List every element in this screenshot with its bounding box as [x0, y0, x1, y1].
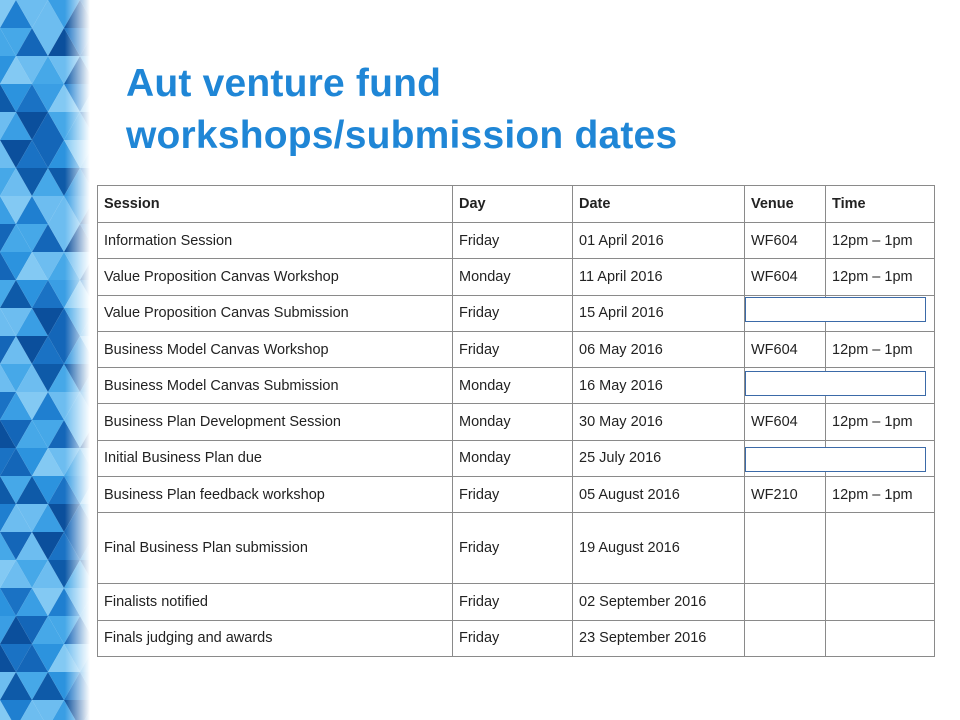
cell-date: 05 August 2016: [573, 477, 745, 513]
cell-time: 12pm – 1pm: [826, 223, 935, 259]
cell-session: Finals judging and awards: [98, 620, 453, 656]
cell-day: Friday: [453, 331, 573, 367]
table-row: [98, 223, 935, 259]
cell-time: [826, 584, 935, 620]
cell-venue: [745, 584, 826, 620]
cell-venue: WF604: [745, 223, 826, 259]
table-row: [98, 477, 935, 513]
table-row: [98, 620, 935, 656]
cell-date: 02 September 2016: [573, 584, 745, 620]
header-time: Time: [826, 186, 935, 223]
cell-time: [826, 620, 935, 656]
cell-day: Friday: [453, 513, 573, 584]
blank-overlay-box: [745, 297, 926, 322]
cell-venue: WF210: [745, 477, 826, 513]
cell-day: Monday: [453, 404, 573, 440]
pattern-fade: [0, 0, 90, 720]
cell-day: Friday: [453, 584, 573, 620]
cell-date: 01 April 2016: [573, 223, 745, 259]
header-date: Date: [573, 186, 745, 223]
header-venue: Venue: [745, 186, 826, 223]
cell-time: [826, 513, 935, 584]
cell-date: 06 May 2016: [573, 331, 745, 367]
cell-session: Finalists notified: [98, 584, 453, 620]
cell-day: Friday: [453, 620, 573, 656]
cell-venue: [745, 513, 826, 584]
cell-date: 23 September 2016: [573, 620, 745, 656]
cell-session: Final Business Plan submission: [98, 513, 453, 584]
cell-session: Value Proposition Canvas Workshop: [98, 259, 453, 295]
schedule-table: [97, 185, 935, 657]
cell-day: Monday: [453, 368, 573, 404]
cell-date: 25 July 2016: [573, 440, 745, 476]
cell-date: 19 August 2016: [573, 513, 745, 584]
blank-overlay-box: [745, 447, 926, 472]
cell-date: 16 May 2016: [573, 368, 745, 404]
cell-day: Monday: [453, 259, 573, 295]
table-row: [98, 331, 935, 367]
cell-day: Friday: [453, 477, 573, 513]
table-header-row: [98, 186, 935, 223]
cell-day: Friday: [453, 223, 573, 259]
cell-day: Monday: [453, 440, 573, 476]
table-row: [98, 513, 935, 584]
table-row: [98, 404, 935, 440]
cell-date: 15 April 2016: [573, 295, 745, 331]
cell-date: 11 April 2016: [573, 259, 745, 295]
cell-session: Information Session: [98, 223, 453, 259]
cell-venue: WF604: [745, 404, 826, 440]
cell-session: Initial Business Plan due: [98, 440, 453, 476]
table-row: [98, 584, 935, 620]
cell-time: 12pm – 1pm: [826, 331, 935, 367]
title-line-1: Aut venture fund: [126, 62, 442, 105]
title-line-2: workshops/submission dates: [126, 114, 678, 157]
cell-time: 12pm – 1pm: [826, 477, 935, 513]
cell-session: Business Plan Development Session: [98, 404, 453, 440]
decorative-triangle-pattern: [0, 0, 90, 720]
cell-session: Business Plan feedback workshop: [98, 477, 453, 513]
slide-title: [126, 58, 906, 162]
cell-date: 30 May 2016: [573, 404, 745, 440]
cell-session: Business Model Canvas Workshop: [98, 331, 453, 367]
table-row: [98, 259, 935, 295]
schedule-table-container: [97, 185, 934, 657]
cell-session: Business Model Canvas Submission: [98, 368, 453, 404]
blank-overlay-box: [745, 371, 926, 396]
cell-time: 12pm – 1pm: [826, 404, 935, 440]
cell-day: Friday: [453, 295, 573, 331]
cell-venue: [745, 620, 826, 656]
cell-venue: WF604: [745, 259, 826, 295]
header-session: Session: [98, 186, 453, 223]
cell-time: 12pm – 1pm: [826, 259, 935, 295]
cell-session: Value Proposition Canvas Submission: [98, 295, 453, 331]
cell-venue: WF604: [745, 331, 826, 367]
header-day: Day: [453, 186, 573, 223]
